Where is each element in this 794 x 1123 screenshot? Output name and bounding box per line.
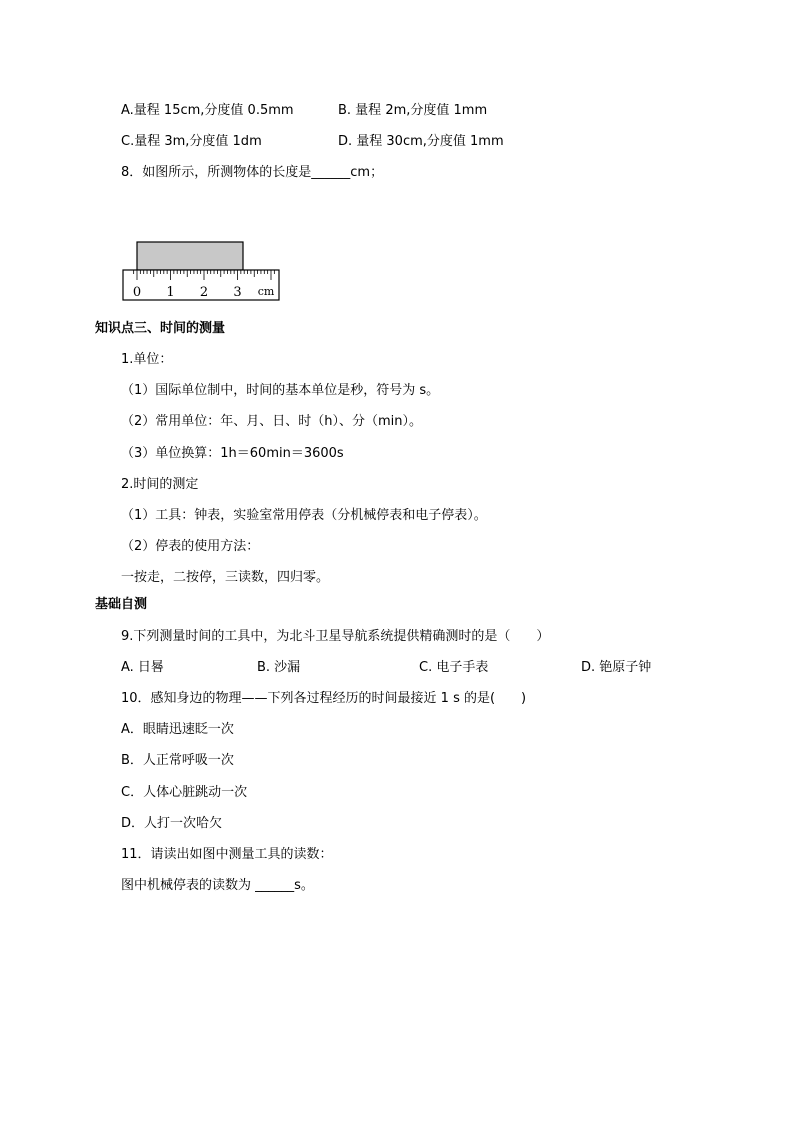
q9-option-a: A. 日晷	[121, 660, 164, 675]
q8-question: 8．如图所示，所测物体的长度是______cm；	[121, 165, 384, 180]
ruler-label: 1	[166, 285, 175, 300]
section-title: 知识点三、时间的测量	[95, 321, 226, 336]
q9-option-d: D. 铯原子钟	[581, 660, 652, 675]
q10-option-d: D．人打一次哈欠	[121, 816, 223, 831]
q7-option-a: A.量程 15cm,分度值 0.5mm	[121, 103, 294, 118]
q10-option-a: A．眼睛迅速眨一次	[121, 722, 234, 737]
q9-question: 9.下列测量时间的工具中，为北斗卫星导航系统提供精确测时的是（ ）	[121, 629, 550, 644]
q9-option-c: C. 电子手表	[419, 660, 489, 675]
unit-item-2: （2）常用单位：年、月、日、时（h）、分（min）。	[121, 414, 423, 429]
measure-item-1: （1）工具：钟表，实验室常用停表（分机械停表和电子停表）。	[121, 508, 487, 523]
q10-option-b: B．人正常呼吸一次	[121, 753, 234, 768]
q11-question: 11．请读出如图中测量工具的读数：	[121, 847, 333, 862]
ruler-figure	[118, 238, 286, 304]
q7-option-b: B. 量程 2m,分度值 1mm	[338, 103, 488, 118]
measured-object	[137, 242, 243, 270]
measure-heading: 2.时间的测定	[121, 477, 199, 492]
ruler-label: 2	[199, 285, 209, 300]
q7-option-c: C.量程 3m,分度值 1dm	[121, 134, 262, 149]
measure-item-2: （2）停表的使用方法：	[121, 539, 260, 554]
unit-item-3: （3）单位换算：1h＝60min＝3600s	[121, 446, 344, 461]
unit-item-1: （1）国际单位制中，时间的基本单位是秒，符号为 s。	[121, 383, 440, 398]
ruler-label: 3	[233, 285, 242, 300]
ruler-unit: cm	[257, 285, 275, 298]
ruler-label: 0	[132, 285, 142, 300]
q7-option-d: D. 量程 30cm,分度值 1mm	[338, 134, 504, 149]
self-test-title: 基础自测	[95, 597, 148, 612]
q9-option-b: B. 沙漏	[257, 660, 301, 675]
q10-option-c: C．人体心脏跳动一次	[121, 785, 248, 800]
stopwatch-rule: 一按走，二按停，三读数，四归零。	[121, 570, 330, 585]
q11-line: 图中机械停表的读数为 ______s。	[121, 878, 314, 893]
unit-heading: 1.单位：	[121, 352, 173, 367]
q10-question: 10．感知身边的物理——下列各过程经历的时间最接近 1 s 的是( )	[121, 691, 527, 706]
